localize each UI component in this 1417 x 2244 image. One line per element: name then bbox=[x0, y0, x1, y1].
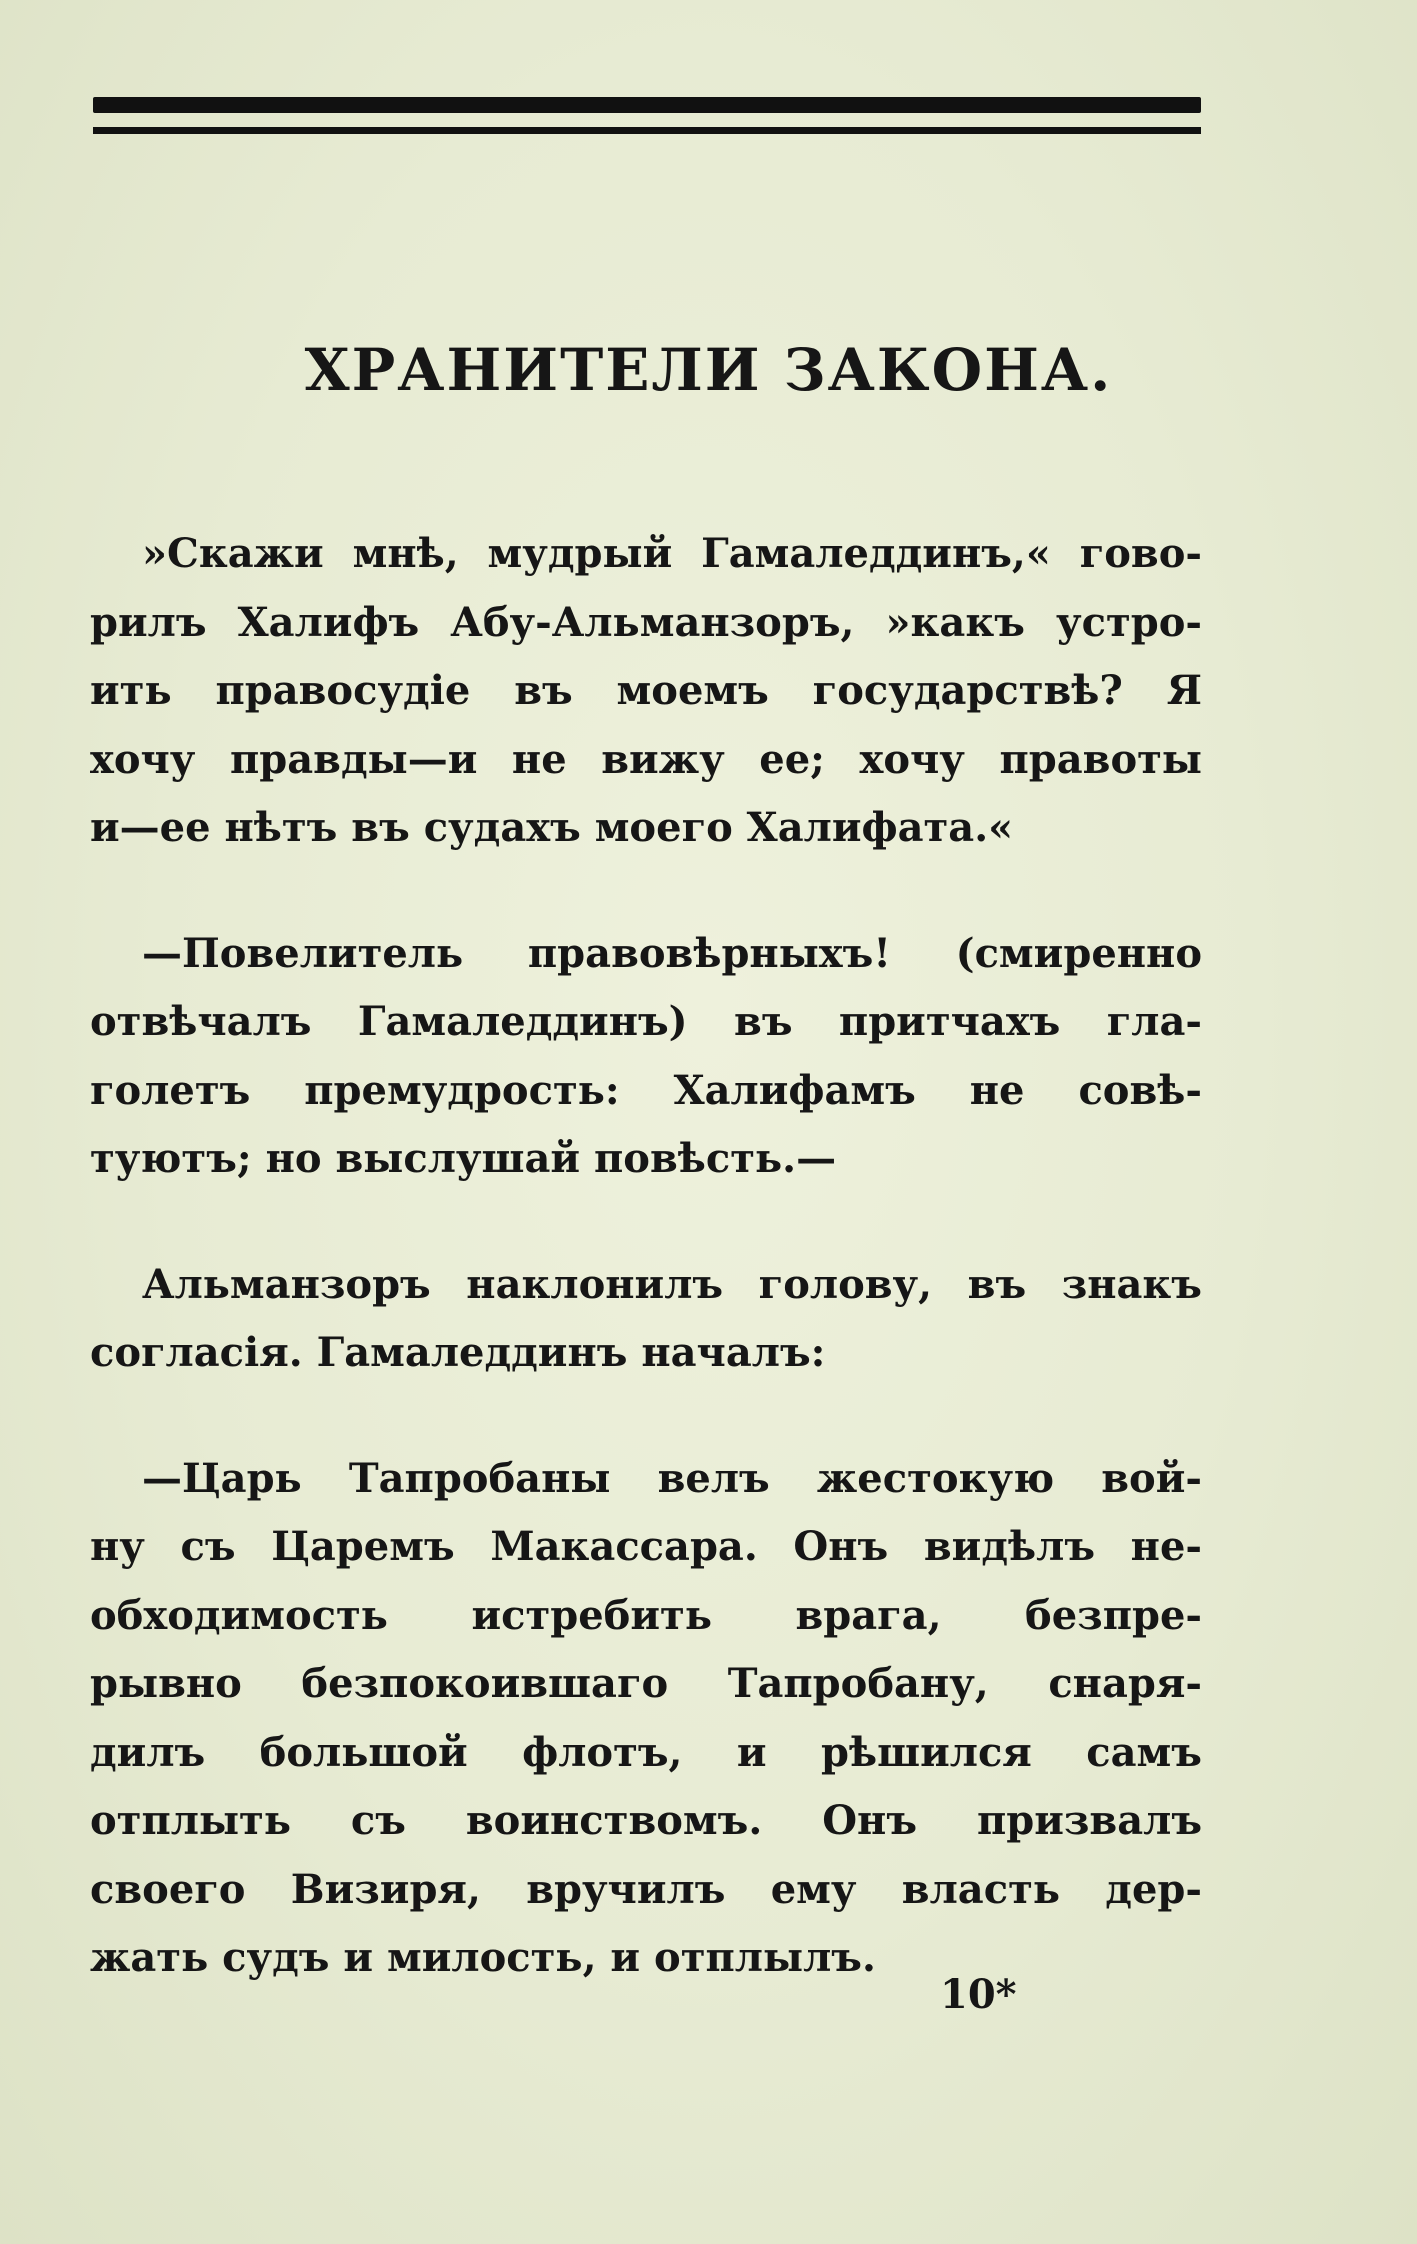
text-line: —Повелитель правовѣрныхъ! (смиренно bbox=[142, 929, 1202, 977]
text-line: рилъ Халифъ Абу-Альманзоръ, »какъ устро- bbox=[90, 598, 1202, 646]
text-line: —Царь Тапробаны велъ жестокую вой- bbox=[142, 1454, 1202, 1502]
text-line: согласія. Гамаледдинъ началъ: bbox=[90, 1329, 826, 1376]
signature-mark: 10* bbox=[940, 1971, 1017, 2018]
header-rule-thick bbox=[93, 97, 1201, 113]
paragraph-3 bbox=[90, 1251, 1202, 1388]
header-rule-thin bbox=[93, 127, 1201, 134]
text-line: отвѣчалъ Гамаледдинъ) въ притчахъ гла- bbox=[90, 998, 1202, 1045]
text-line: обходимость истребить врага, безпре- bbox=[90, 1591, 1202, 1639]
text-line: Альманзоръ наклонилъ голову, въ знакъ bbox=[142, 1260, 1202, 1308]
text-line: своего Визиря, вручилъ ему власть дер- bbox=[90, 1865, 1202, 1913]
text-line: жать судъ и милость, и отплылъ. bbox=[90, 1934, 876, 1981]
paragraph-4 bbox=[90, 1445, 1202, 1993]
text-line: дилъ большой флотъ, и рѣшился самъ bbox=[90, 1728, 1202, 1776]
text-line: ну съ Царемъ Макассара. Онъ видѣлъ не- bbox=[90, 1523, 1202, 1570]
text-line: хочу правды—и не вижу ее; хочу правоты bbox=[90, 735, 1202, 783]
paragraph-2 bbox=[90, 920, 1202, 1194]
paragraph-1 bbox=[90, 520, 1202, 863]
text-line: отплыть съ воинствомъ. Онъ призвалъ bbox=[90, 1797, 1202, 1844]
page-title: ХРАНИТЕЛИ ЗАКОНА. bbox=[304, 336, 1113, 404]
text-line: »Скажи мнѣ, мудрый Гамаледдинъ,« гово- bbox=[142, 530, 1202, 577]
body-text bbox=[90, 520, 1202, 2050]
text-line: и—ее нѣтъ въ судахъ моего Халифата.« bbox=[90, 804, 1014, 851]
text-line: голетъ премудрость: Халифамъ не совѣ- bbox=[90, 1066, 1202, 1114]
text-line: рывно безпокоившаго Тапробану, снаря- bbox=[90, 1660, 1202, 1707]
text-line: туютъ; но выслушай повѣсть.— bbox=[90, 1135, 837, 1182]
text-line: ить правосудіе въ моемъ государствѣ? Я bbox=[90, 667, 1202, 714]
